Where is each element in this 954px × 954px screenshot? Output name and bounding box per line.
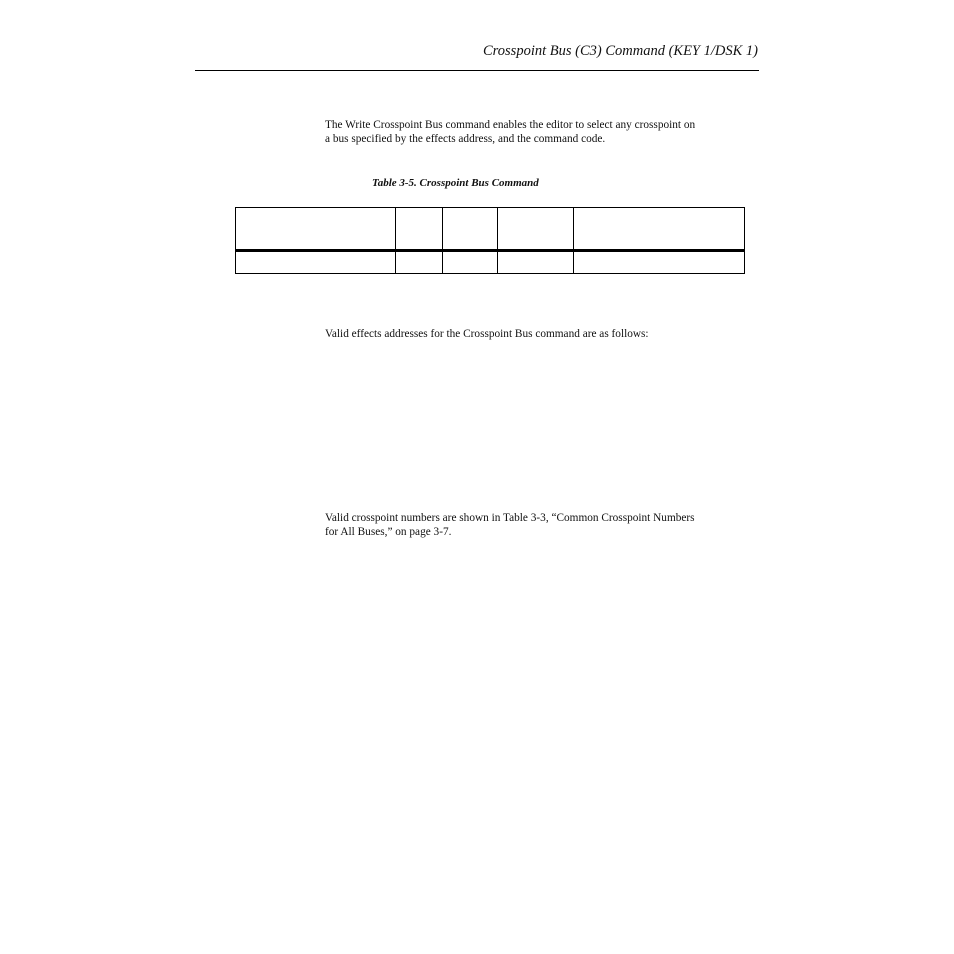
table-cell (574, 251, 745, 274)
header-rule (195, 70, 759, 71)
table-row (236, 251, 745, 274)
valid-crosspoints-paragraph (325, 511, 761, 539)
table-cell (396, 251, 443, 274)
intro-paragraph (325, 118, 761, 146)
intro-line-2: a bus specified by the effects address, and the command code. (325, 133, 606, 145)
table-header-row (236, 208, 745, 251)
header-cell (396, 208, 443, 251)
table-cell (443, 251, 498, 274)
table-cell (498, 251, 574, 274)
header-cell (498, 208, 574, 251)
intro-line-1: The Write Crosspoint Bus command enables the editor to select any crosspoint on (325, 119, 696, 131)
table-caption: Table 3-5. Crosspoint Bus Command (372, 177, 539, 189)
table-cell (236, 251, 396, 274)
valid-addresses-paragraph (325, 327, 761, 341)
valid-addresses-line-1: Valid effects addresses for the Crosspoint Bus command are as follows: (325, 328, 649, 340)
running-head: Crosspoint Bus (C3) Command (KEY 1/DSK 1) (483, 43, 758, 59)
valid-crosspoints-line-1: Valid crosspoint numbers are shown in Table 3-3, “Common Crosspoint Numbers (325, 512, 695, 524)
header-cell (574, 208, 745, 251)
header-cell (443, 208, 498, 251)
header-cell (236, 208, 396, 251)
valid-crosspoints-line-2: for All Buses,” on page 3-7. (325, 526, 452, 538)
crosspoint-bus-command-table (235, 207, 745, 274)
